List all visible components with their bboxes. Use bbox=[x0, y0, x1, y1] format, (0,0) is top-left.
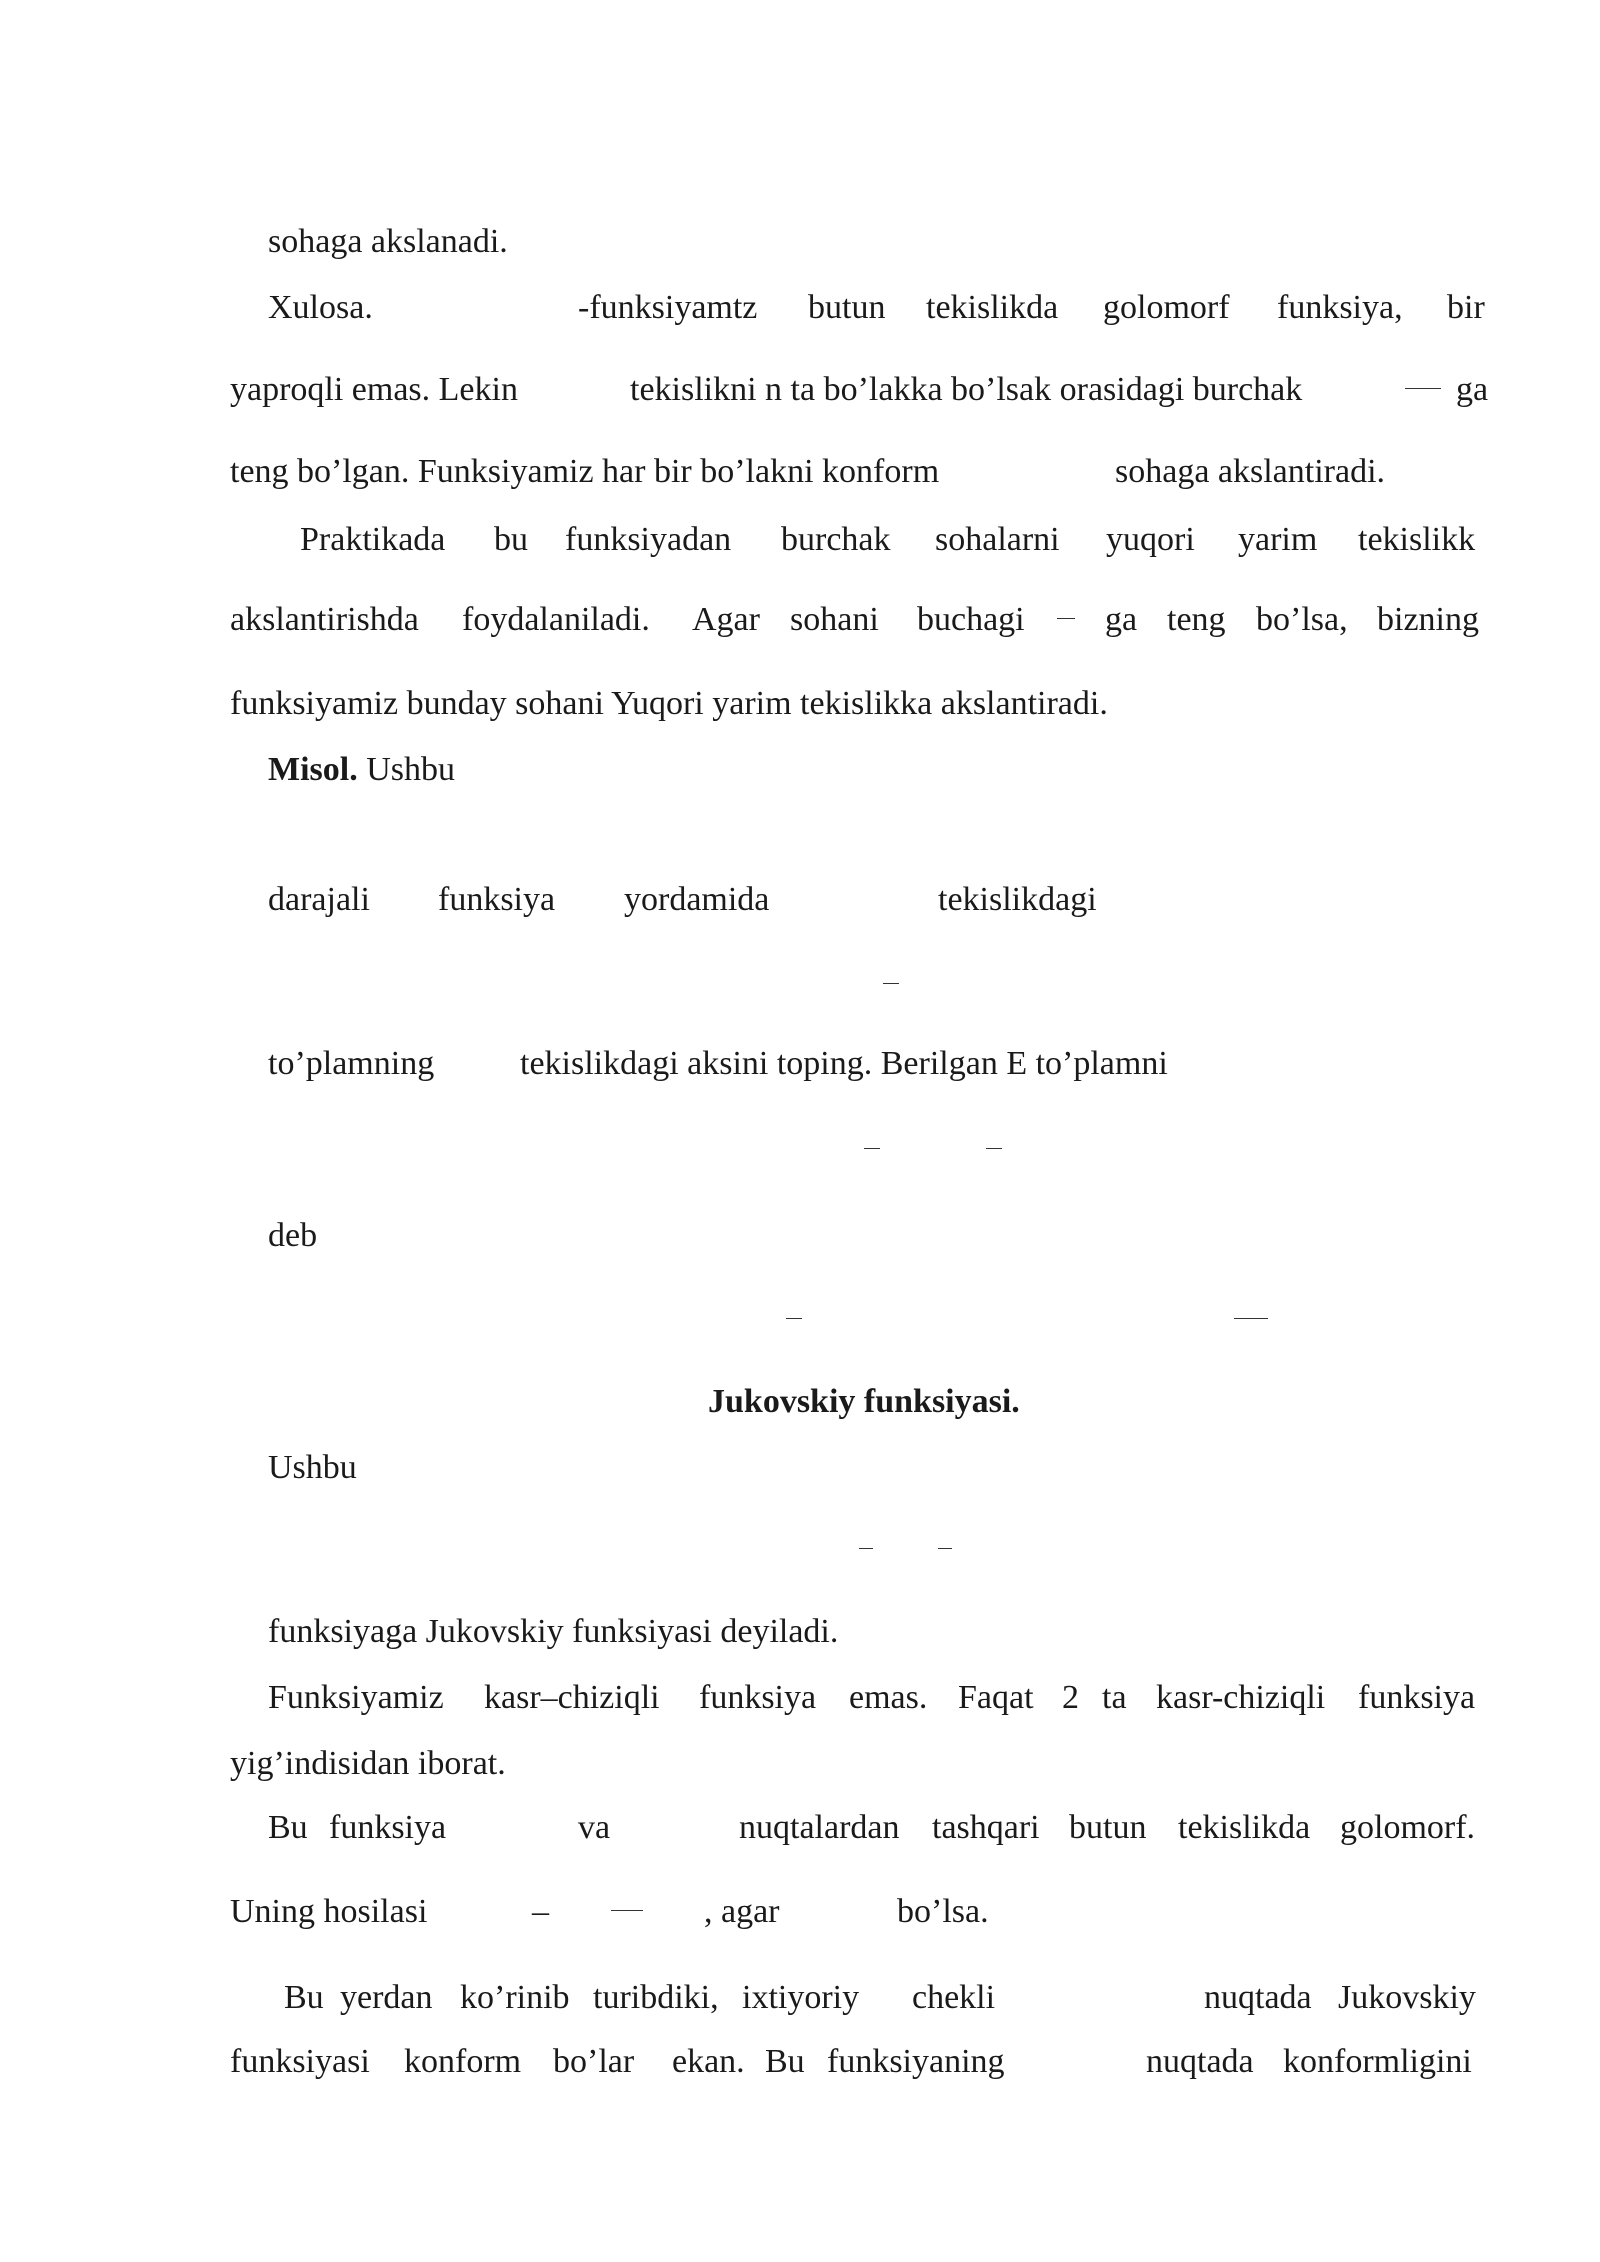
text-line: funksiya bbox=[438, 881, 556, 918]
text-line: butun bbox=[808, 289, 886, 326]
text-line: Bu bbox=[268, 1809, 308, 1846]
text-line: tekislikni n ta bo’lakka bo’lsak orasidagi burchak bbox=[630, 371, 1303, 408]
text-line: Bu bbox=[284, 1979, 324, 2016]
text-line: golomorf. bbox=[1340, 1809, 1476, 1846]
text-line: bo’lar bbox=[553, 2043, 635, 2080]
text-line: buchagi bbox=[917, 601, 1025, 638]
text-line: yordamida bbox=[624, 881, 770, 918]
text-line: ko’rinib bbox=[460, 1979, 570, 2016]
text-line: kasr–chiziqli bbox=[484, 1679, 660, 1716]
text-line: Xulosa. bbox=[268, 289, 373, 326]
text-line: emas. bbox=[849, 1679, 928, 1716]
text-line: Agar bbox=[692, 601, 760, 638]
text-line: bu bbox=[494, 521, 528, 558]
text-line: yig’indisidan iborat. bbox=[230, 1745, 506, 1782]
text-line: Bu bbox=[765, 2043, 805, 2080]
text-line: golomorf bbox=[1103, 289, 1230, 326]
text-line: , agar bbox=[704, 1893, 780, 1930]
text-line: funksiyaning bbox=[827, 2043, 1005, 2080]
text-line: teng bbox=[1167, 601, 1226, 638]
fraction-bar bbox=[1057, 618, 1075, 619]
text-line: teng bo’lgan. Funksiyamiz har bir bo’lakni konform bbox=[230, 453, 940, 490]
text-line: Funksiyamiz bbox=[268, 1679, 444, 1716]
text-line: ga bbox=[1456, 371, 1489, 408]
text-line: funksiyaga Jukovskiy funksiyasi deyiladi. bbox=[268, 1613, 839, 1650]
fraction-bar bbox=[1405, 388, 1441, 389]
text-line: Jukovskiy bbox=[1338, 1979, 1476, 2016]
text-line: tekislikda bbox=[1178, 1809, 1311, 1846]
text-line: -funksiyamtz bbox=[578, 289, 758, 326]
example-label: Misol. bbox=[268, 751, 358, 788]
text-line: tekislikdagi aksini toping. Berilgan E to’plamni bbox=[520, 1045, 1168, 1082]
text-line: konformligini bbox=[1283, 2043, 1472, 2080]
text-line: yaproqli emas. Lekin bbox=[230, 371, 518, 408]
text-line: akslantirishda bbox=[230, 601, 419, 638]
text-line: sohaga akslantiradi. bbox=[1115, 453, 1386, 490]
text-span: Ushbu bbox=[357, 751, 456, 788]
text-line: funksiya bbox=[699, 1679, 817, 1716]
text-line: ta bbox=[1102, 1679, 1127, 1716]
text-line: to’plamning bbox=[268, 1045, 435, 1082]
text-line: funksiyamiz bunday sohani Yuqori yarim tekislikka akslantiradi. bbox=[230, 685, 1108, 722]
text-line: Praktikada bbox=[300, 521, 446, 558]
text-line: nuqtada bbox=[1204, 1979, 1312, 2016]
text-line: bir bbox=[1447, 289, 1485, 326]
text-line: funksiyasi bbox=[230, 2043, 370, 2080]
text-line bbox=[268, 750, 455, 790]
text-line: Ushbu bbox=[268, 1449, 357, 1486]
text-line: nuqtada bbox=[1146, 2043, 1254, 2080]
fraction-bar bbox=[1234, 1318, 1268, 1319]
text-line: va bbox=[578, 1809, 611, 1846]
fraction-bar bbox=[786, 1318, 802, 1319]
fraction-bar bbox=[883, 983, 899, 984]
text-line: funksiya bbox=[329, 1809, 447, 1846]
text-line: bo’lsa, bbox=[1256, 601, 1348, 638]
text-line: sohani bbox=[790, 601, 879, 638]
fraction-bar bbox=[864, 1148, 880, 1149]
text-line: deb bbox=[268, 1217, 318, 1254]
text-line: tashqari bbox=[932, 1809, 1040, 1846]
text-line: chekli bbox=[912, 1979, 996, 2016]
text-line: – bbox=[532, 1893, 549, 1930]
text-line: Uning hosilasi bbox=[230, 1893, 428, 1930]
fraction-bar bbox=[859, 1548, 873, 1549]
text-line: 2 bbox=[1062, 1679, 1079, 1716]
text-line: burchak bbox=[781, 521, 891, 558]
section-heading: Jukovskiy funksiyasi. bbox=[708, 1383, 1020, 1420]
text-line: kasr-chiziqli bbox=[1156, 1679, 1326, 1716]
text-line: ga bbox=[1105, 601, 1138, 638]
text-line: yarim bbox=[1238, 521, 1318, 558]
fraction-bar bbox=[986, 1148, 1002, 1149]
text-line: Faqat bbox=[958, 1679, 1034, 1716]
text-line: bo’lsa. bbox=[897, 1893, 989, 1930]
text-line: sohaga akslanadi. bbox=[268, 223, 508, 260]
text-line: yerdan bbox=[340, 1979, 433, 2016]
text-line: foydalaniladi. bbox=[462, 601, 650, 638]
text-line: yuqori bbox=[1106, 521, 1195, 558]
text-line: tekislikk bbox=[1358, 521, 1476, 558]
fraction-bar bbox=[611, 1910, 643, 1911]
text-line: tekislikdagi bbox=[938, 881, 1097, 918]
text-line: tekislikda bbox=[926, 289, 1059, 326]
text-line: funksiya, bbox=[1277, 289, 1403, 326]
text-line: nuqtalardan bbox=[739, 1809, 900, 1846]
text-line: turibdiki, bbox=[593, 1979, 719, 2016]
text-line: ixtiyoriy bbox=[742, 1979, 860, 2016]
text-line: ekan. bbox=[672, 2043, 745, 2080]
text-line: butun bbox=[1069, 1809, 1147, 1846]
fraction-bar bbox=[938, 1548, 952, 1549]
text-line: konform bbox=[404, 2043, 522, 2080]
text-line: sohalarni bbox=[935, 521, 1060, 558]
text-line: funksiya bbox=[1358, 1679, 1476, 1716]
text-line: funksiyadan bbox=[565, 521, 732, 558]
text-line: bizning bbox=[1377, 601, 1479, 638]
text-line: darajali bbox=[268, 881, 370, 918]
